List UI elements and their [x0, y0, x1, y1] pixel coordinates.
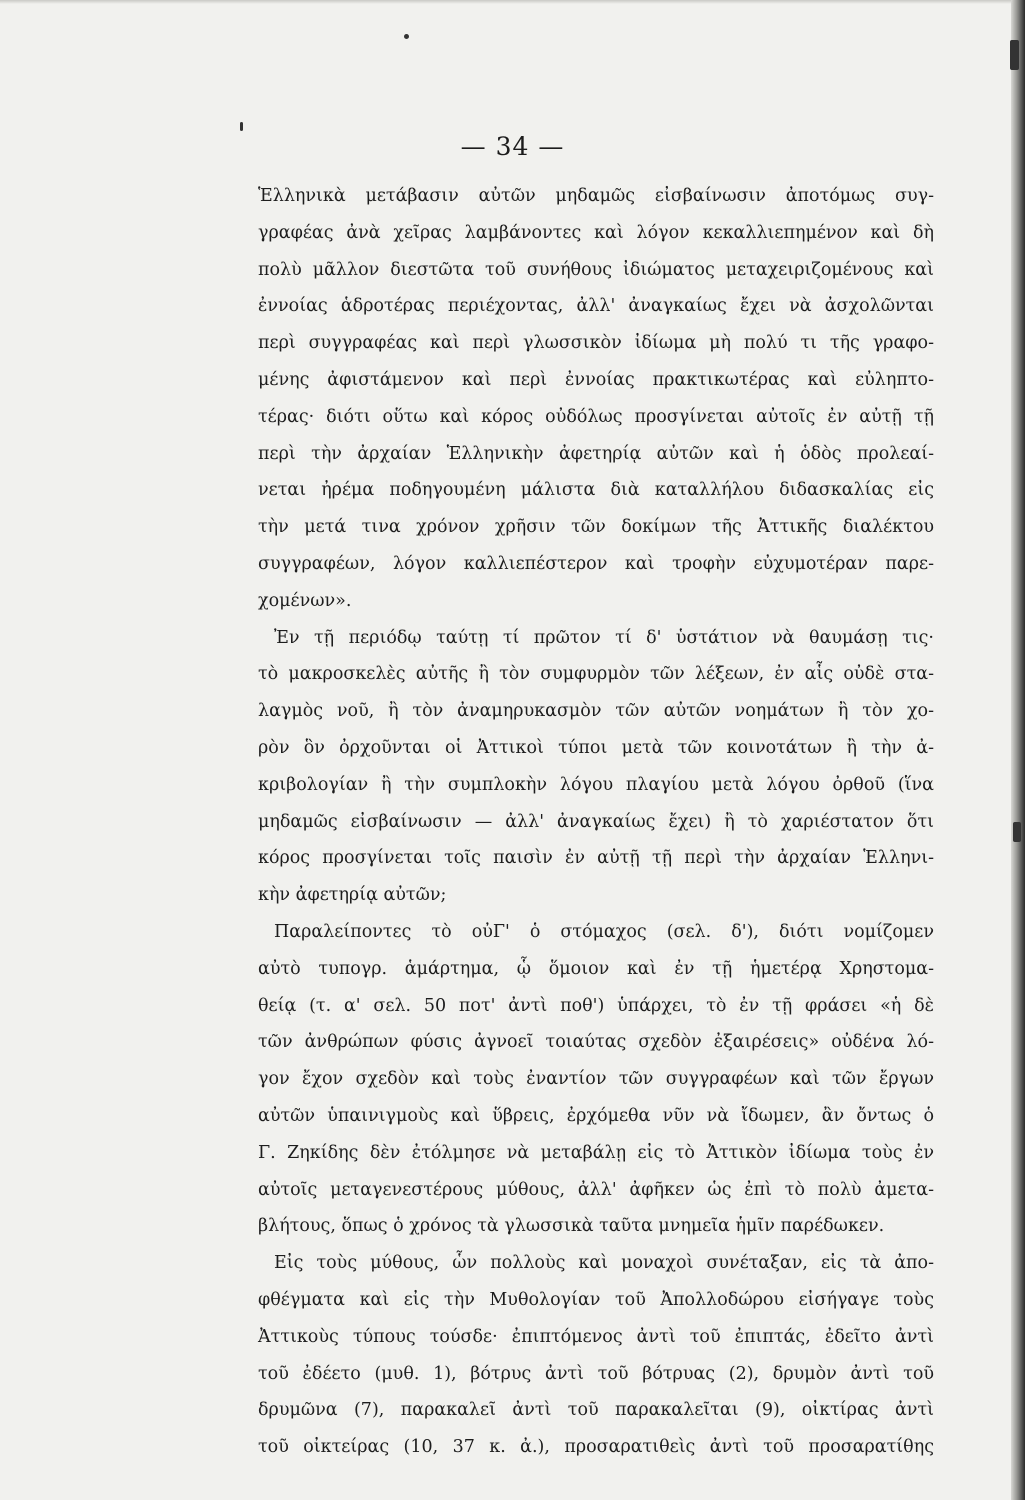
text-line: τοῦ ἐδέετο (μυθ. 1), βότρυς ἀντὶ τοῦ βότρυας (2), δρυμὸν ἀντὶ τοῦ [258, 1363, 934, 1384]
text-line: περὶ συγγραφέας καὶ περὶ γλωσσικὸν ἰδίωμα μὴ πολύ τι τῆς γραφο- [258, 333, 934, 354]
page-number: — 34 — [460, 132, 565, 161]
text-line: βλήτους, ὅπως ὁ χρόνος τὰ γλωσσικὰ ταῦτα μνημεῖα ἡμῖν παρέδωκεν. [258, 1216, 885, 1237]
text-line: μηδαμῶς εἰσβαίνωσιν — ἀλλ' ἀναγκαίως ἔχει) ἢ τὸ χαριέστατον ὅτι [258, 811, 934, 832]
ink-speck [240, 122, 243, 131]
text-line: ρὸν ὃν ὀρχοῦνται οἱ Ἀττικοὶ τύποι μετὰ τῶν κοινοτάτων ἢ τὴν ἀ- [258, 737, 934, 758]
text-line: θείᾳ (τ. α' σελ. 50 ποτ' ἀντὶ ποθ') ὑπάρχει, τὸ ἐν τῇ φράσει «ἡ δὲ [258, 995, 934, 1016]
text-line: τὴν μετά τινα χρόνον χρῆσιν τῶν δοκίμων τῆς Ἀττικῆς διαλέκτου [258, 517, 934, 538]
ink-speck [404, 34, 409, 39]
text-line: χομένων». [258, 590, 352, 611]
text-line: Ἀττικοὺς τύπους τούσδε· ἐπιπτόμενος ἀντὶ τοῦ ἐπιπτάς, ἐδεῖτο ἀντὶ [258, 1326, 934, 1347]
text-line: τέρας· διότι οὕτω καὶ κόρος οὐδόλως προσγίνεται αὐτοῖς ἐν αὐτῇ τῇ [258, 406, 934, 427]
text-line: κριβολογίαν ἢ τὴν συμπλοκὴν λόγου πλαγίου μετὰ λόγου ὀρθοῦ (ἵνα [258, 774, 934, 795]
text-line: τοῦ οἰκτείρας (10, 37 κ. ἀ.), προσαρατιθεὶς ἀντὶ τοῦ προσαρατίθης [258, 1437, 934, 1458]
text-line: μένης ἀφιστάμενον καὶ περὶ ἐννοίας πρακτικωτέρας καὶ εὐληπτο- [258, 369, 934, 390]
text-line: τὸ μακροσκελὲς αὐτῆς ἢ τὸν συμφυρμὸν τῶν λέξεων, ἐν αἷς οὐδὲ στα- [258, 664, 934, 685]
ink-speck [1013, 822, 1021, 842]
ink-speck [1010, 40, 1019, 70]
text-line: Παραλείποντες τὸ οὐΓ' ὁ στόμαχος (σελ. δ'), διότι νομίζομεν [274, 921, 934, 942]
text-line: φθέγματα καὶ εἰς τὴν Μυθολογίαν τοῦ Ἀπολλοδώρου εἰσήγαγε τοὺς [258, 1289, 934, 1310]
text-line: Ἐν τῇ περιόδῳ ταύτῃ τί πρῶτον τί δ' ὑστάτιον νὰ θαυμάσῃ τις· [274, 627, 934, 648]
text-line: συγγραφέων, λόγον καλλιεπέστερον καὶ τροφὴν εὐχυμοτέραν παρε- [258, 553, 934, 574]
text-line: αὐτῶν ὑπαινιγμοὺς καὶ ὕβρεις, ἐρχόμεθα νῦν νὰ ἴδωμεν, ἂν ὄντως ὁ [258, 1105, 934, 1126]
text-line: γραφέας ἀνὰ χεῖρας λαμβάνοντες καὶ λόγον κεκαλλιεπημένον καὶ δὴ [258, 222, 934, 243]
text-line: αὐτὸ τυπογρ. ἁμάρτημα, ᾧ ὅμοιον καὶ ἐν τῇ ἡμετέρᾳ Χρηστομα- [258, 958, 934, 979]
text-line: κόρος προσγίνεται τοῖς παισὶν ἐν αὐτῇ τῇ περὶ τὴν ἀρχαίαν Ἑλληνι- [258, 848, 934, 869]
text-line: λαγμὸς νοῦ, ἢ τὸν ἀναμηρυκασμὸν τῶν αὐτῶν νοημάτων ἢ τὸν χο- [258, 701, 934, 722]
text-line: γον ἔχον σχεδὸν καὶ τοὺς ἐναντίον τῶν συγγραφέων καὶ τῶν ἔργων [258, 1069, 934, 1090]
page-right-edge [1011, 0, 1025, 1500]
text-line: πολὺ μᾶλλον διεστῶτα τοῦ συνήθους ἰδιώματος μεταχειριζομένους καὶ [258, 259, 934, 280]
text-line: Γ. Ζηκίδης δὲν ἐτόλμησε νὰ μεταβάλῃ εἰς τὸ Ἀττικὸν ἰδίωμα τοὺς ἐν [258, 1142, 934, 1163]
page-top-edge [0, 0, 1025, 4]
text-line: περὶ τὴν ἀρχαίαν Ἑλληνικὴν ἀφετηρίᾳ αὐτῶν καὶ ἡ ὁδὸς προλεαί- [258, 443, 934, 464]
text-line: δρυμῶνα (7), παρακαλεῖ ἀντὶ τοῦ παρακαλεῖται (9), οἰκτίρας ἀντὶ [258, 1400, 934, 1421]
text-line: ἐννοίας ἁδροτέρας περιέχοντας, ἀλλ' ἀναγκαίως ἔχει νὰ ἀσχολῶνται [258, 296, 934, 317]
text-line: τῶν ἀνθρώπων φύσις ἀγνοεῖ τοιαύτας σχεδὸν ἐξαιρέσεις» οὐδένα λό- [258, 1032, 934, 1053]
text-line: Ἑλληνικὰ μετάβασιν αὐτῶν μηδαμῶς εἰσβαίνωσιν ἀποτόμως συγ- [258, 186, 934, 206]
text-line: κὴν ἀφετηρίᾳ αὐτῶν; [258, 885, 447, 906]
text-line: αὐτοῖς μεταγενεστέρους μύθους, ἀλλ' ἀφῆκεν ὡς ἐπὶ τὸ πολὺ ἀμετα- [258, 1179, 934, 1200]
body-text [258, 178, 934, 1466]
text-line: Εἰς τοὺς μύθους, ὧν πολλοὺς καὶ μοναχοὶ συνέταξαν, εἰς τὰ ἀπο- [274, 1253, 934, 1274]
text-line: νεται ἠρέμα ποδηγουμένη μάλιστα διὰ καταλλήλου διδασκαλίας εἰς [258, 480, 934, 501]
